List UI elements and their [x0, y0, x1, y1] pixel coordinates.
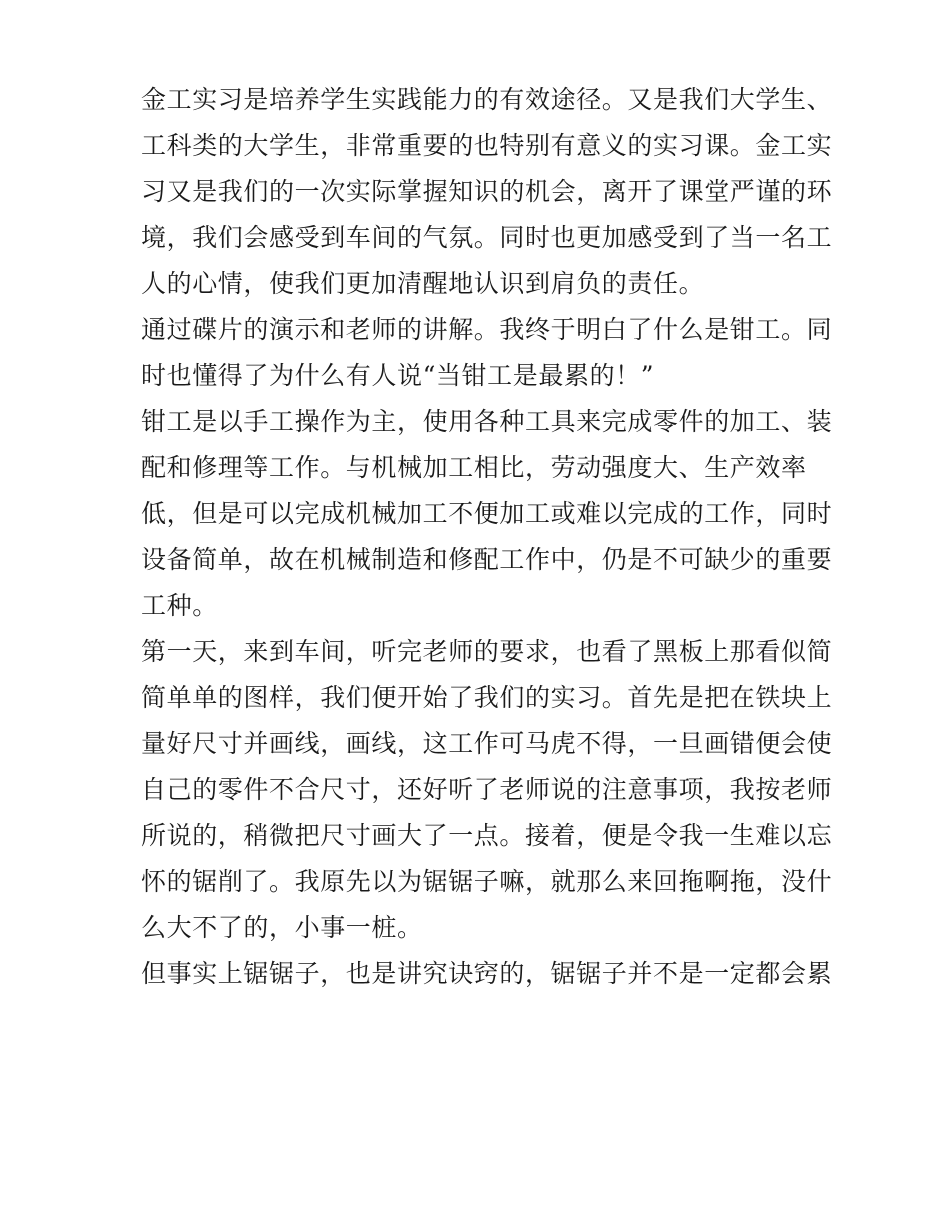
paragraph-sawing: [141, 951, 833, 997]
text-line: 金工实习是培养学生实践能力的有效途径。又是我们大学生、: [141, 85, 833, 114]
text-line: 钳工是以手工操作为主，使用各种工具来完成零件的加工、装: [141, 407, 833, 436]
text-line: 么大不了的，小事一桩。: [141, 913, 423, 942]
paragraph-intro: [141, 77, 833, 307]
text-line: 通过碟片的演示和老师的讲解。我终于明白了什么是钳工。同: [141, 315, 833, 344]
text-line: 量好尺寸并画线，画线，这工作可马虎不得，一旦画错便会使: [141, 729, 833, 758]
document-body: [141, 77, 833, 997]
text-line: 工科类的大学生，非常重要的也特别有意义的实习课。金工实: [141, 131, 833, 160]
text-line: 怀的锯削了。我原先以为锯锯子嘛，就那么来回拖啊拖，没什: [141, 867, 833, 896]
text-line: 第一天，来到车间，听完老师的要求，也看了黑板上那看似简: [141, 637, 833, 666]
text-line: 但事实上锯锯子，也是讲究诀窍的，锯锯子并不是一定都会累: [141, 959, 833, 988]
text-line: 工种。: [141, 591, 218, 620]
paragraph-first-day: [141, 629, 833, 951]
text-line: 时也懂得了为什么有人说“当钳工是最累的！”: [141, 361, 655, 390]
text-line: 习又是我们的一次实际掌握知识的机会，离开了课堂严谨的环: [141, 177, 833, 206]
text-line: 境，我们会感受到车间的气氛。同时也更加感受到了当一名工: [141, 223, 833, 252]
text-line: 简单单的图样，我们便开始了我们的实习。首先是把在铁块上: [141, 683, 833, 712]
paragraph-demo: [141, 307, 833, 399]
text-line: 配和修理等工作。与机械加工相比，劳动强度大、生产效率: [141, 453, 807, 482]
text-line: 设备简单，故在机械制造和修配工作中，仍是不可缺少的重要: [141, 545, 833, 574]
text-line: 人的心情，使我们更加清醒地认识到肩负的责任。: [141, 269, 705, 298]
text-line: 所说的，稍微把尺寸画大了一点。接着，便是令我一生难以忘: [141, 821, 833, 850]
text-line: 低，但是可以完成机械加工不便加工或难以完成的工作，同时: [141, 499, 833, 528]
text-line: 自己的零件不合尺寸，还好听了老师说的注意事项，我按老师: [141, 775, 833, 804]
paragraph-fitter-definition: [141, 399, 833, 629]
